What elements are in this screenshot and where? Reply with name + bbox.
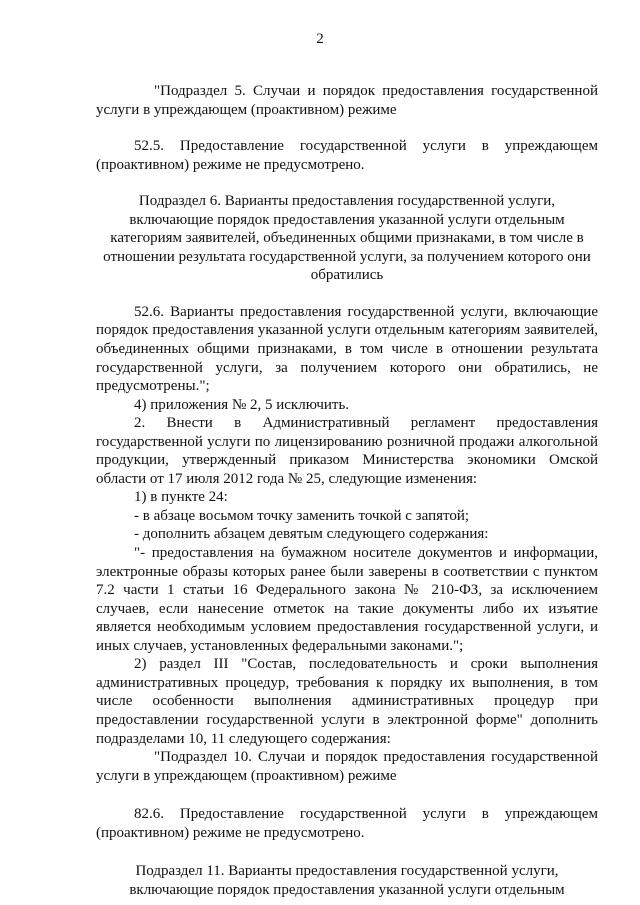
paragraph-52-6: 52.6. Варианты предоставления государственной услуги, включающие порядок предоставления указанной услуги отдельным категориям заявителей, объединенных общими признаками, в том числе в отношении результата государственной услуги, за получением которого они обратились, не предусмотрены."; [96, 303, 598, 395]
paragraph-quoted-addition: "- предоставления на бумажном носителе документов и информации, электронные образы которых ранее были заверены в соответствии с пунктом 7.2 части 1 статьи 16 Федерального закона № 210-ФЗ, за исключением случаев, если нанесение отметок на такие документы либо их изъятие является необходимым условием предоставления государственной услуги, и иных случаев, установленных федеральными законами."; [96, 545, 598, 654]
subsection-5-heading: "Подраздел 5. Случаи и порядок предоставления государственной услуги в упреждающем (проактивном) режиме [96, 83, 598, 118]
paragraph-sub-1: 1) в пункте 24: [134, 489, 228, 506]
subsection-6-heading: Подраздел 6. Варианты предоставления государственной услуги, включающие порядок предоставления указанной услуги отдельным категориям заявителей, объединенных общими признаками, в том числе в отношении результата государственной услуги, за получением которого они обратились [103, 193, 591, 284]
subsection-10-heading: "Подраздел 10. Случаи и порядок предоставления государственной услуги в упреждающем (проактивном) режиме [96, 749, 598, 784]
paragraph-dash-1: - в абзаце восьмом точку заменить точкой с запятой; [134, 507, 470, 524]
page-number: 2 [316, 31, 324, 47]
paragraph-item-4: 4) приложения № 2, 5 исключить. [134, 396, 350, 413]
paragraph-sub-2: 2) раздел III "Состав, последовательность и сроки выполнения административных процедур, требования к порядку их выполнения, в том числе особенности выполнения административных процедур при предоставлении государственной услуги в электронной форме" дополнить подразделами 10, 11 следующего содержания: [96, 656, 598, 747]
paragraph-52-5: 52.5. Предоставление государственной услуги в упреждающем (проактивном) режиме не предусмотрено. [96, 138, 598, 173]
paragraph-item-2-intro: 2. Внести в Административный регламент предоставления государственной услуги по лицензированию розничной продажи алкогольной продукции, утвержденный приказом Министерства экономики Омской области от 17 июля 2012 года № 25, следующие изменения: [96, 415, 598, 487]
paragraph-82-6: 82.6. Предоставление государственной услуги в упреждающем (проактивном) режиме не предусмотрено. [96, 806, 598, 841]
document-body [96, 82, 598, 899]
paragraph-dash-2: - дополнить абзацем девятым следующего содержания: [134, 526, 489, 543]
subsection-11-heading: Подраздел 11. Варианты предоставления государственной услуги, включающие порядок предоставления указанной услуги отдельным [129, 863, 565, 898]
